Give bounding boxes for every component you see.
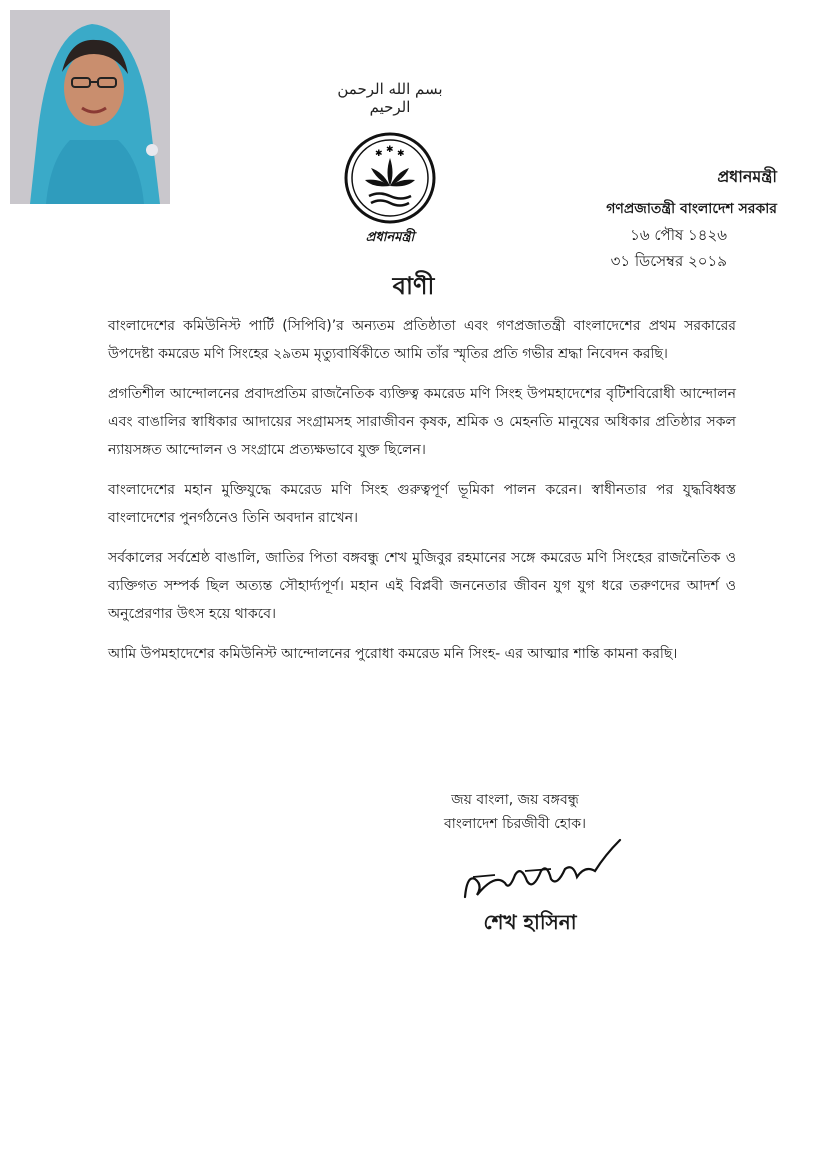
svg-text:✱: ✱ <box>375 149 383 159</box>
paragraph: প্রগতিশীল আন্দোলনের প্রবাদপ্রতিম রাজনৈতিক ব্যক্তিত্ব কমরেড মণি সিংহ উপমহাদেশের বৃটিশবিরোধী আন্দোলন এবং বাঙালির স্বাধিকার আদায়ের সংগ্রামসহ সারাজীবন কৃষক, শ্রমিক ও মেহনতি মানুষের অধিকার প্রতিষ্ঠার সকল ন্যায়সঙ্গত আন্দোলন ও সংগ্রামে প্রত্যক্ষভাবে যুক্ত ছিলেন। <box>108 386 736 458</box>
signature-icon <box>455 835 630 910</box>
closing-slogans <box>395 788 635 836</box>
bismillah-calligraphy: بسم الله الرحمن الرحيم <box>337 80 443 116</box>
message-body <box>108 312 736 680</box>
date-english: ৩১ ডিসেম্বর ২০১৯ <box>610 252 727 270</box>
paragraph: আমি উপমহাদেশের কমিউনিস্ট আন্দোলনের পুরোধা কমরেড মনি সিংহ- এর আত্মার শান্তি কামনা করছি। <box>108 646 678 662</box>
paragraph: সর্বকালের সর্বশ্রেষ্ঠ বাঙালি, জাতির পিতা বঙ্গবন্ধু শেখ মুজিবুর রহমানের সঙ্গে কমরেড মণি সিংহের রাজনৈতিক ও ব্যক্তিগত সম্পর্ক ছিল অত্যন্ত সৌহার্দ্যপূর্ণ। মহান এই বিপ্লবী জননেতার জীবন যুগ যুগ ধরে তরুণদের আদর্শ ও অনুপ্রেরণার উৎস হয়ে থাকবে। <box>108 550 736 622</box>
handwritten-signature <box>455 835 630 910</box>
office-block <box>606 164 777 221</box>
office-title: প্রধানমন্ত্রী <box>717 167 777 186</box>
paragraph: বাংলাদেশের কমিউনিস্ট পার্টি (সিপিবি)’র অন্যতম প্রতিষ্ঠাতা এবং গণপ্রজাতন্ত্রী বাংলাদেশের প্রথম সরকারের উপদেষ্টা কমরেড মণি সিংহের ২৯তম মৃত্যুবার্ষিকীতে আমি তাঁর স্মৃতির প্রতি গভীর শ্রদ্ধা নিবেদন করছি। <box>108 318 736 362</box>
portrait-illustration <box>10 10 170 204</box>
portrait-photo <box>10 10 170 204</box>
date-block <box>611 222 727 274</box>
signer-name: শেখ হাসিনা <box>483 910 577 934</box>
office-subtitle: গণপ্রজাতন্ত্রী বাংলাদেশ সরকার <box>606 201 777 217</box>
emblem-icon <box>335 128 445 228</box>
date-bangla: ১৬ পৌষ ১৪২৬ <box>630 226 727 244</box>
closing-line-1: জয় বাংলা, জয় বঙ্গবন্ধু <box>451 792 579 808</box>
paragraph: বাংলাদেশের মহান মুক্তিযুদ্ধে কমরেড মণি সিংহ গুরুত্বপূর্ণ ভূমিকা পালন করেন। স্বাধীনতার পর যুদ্ধবিধ্বস্ত বাংলাদেশের পুনর্গঠনেও তিনি অবদান রাখেন। <box>108 482 736 526</box>
government-emblem <box>335 128 445 248</box>
message-heading: বাণী <box>392 272 435 300</box>
emblem-caption: প্রধানমন্ত্রী <box>365 230 415 245</box>
svg-text:✱: ✱ <box>397 149 405 159</box>
closing-line-2: বাংলাদেশ চিরজীবী হোক। <box>443 816 587 832</box>
svg-text:✱: ✱ <box>386 145 394 155</box>
